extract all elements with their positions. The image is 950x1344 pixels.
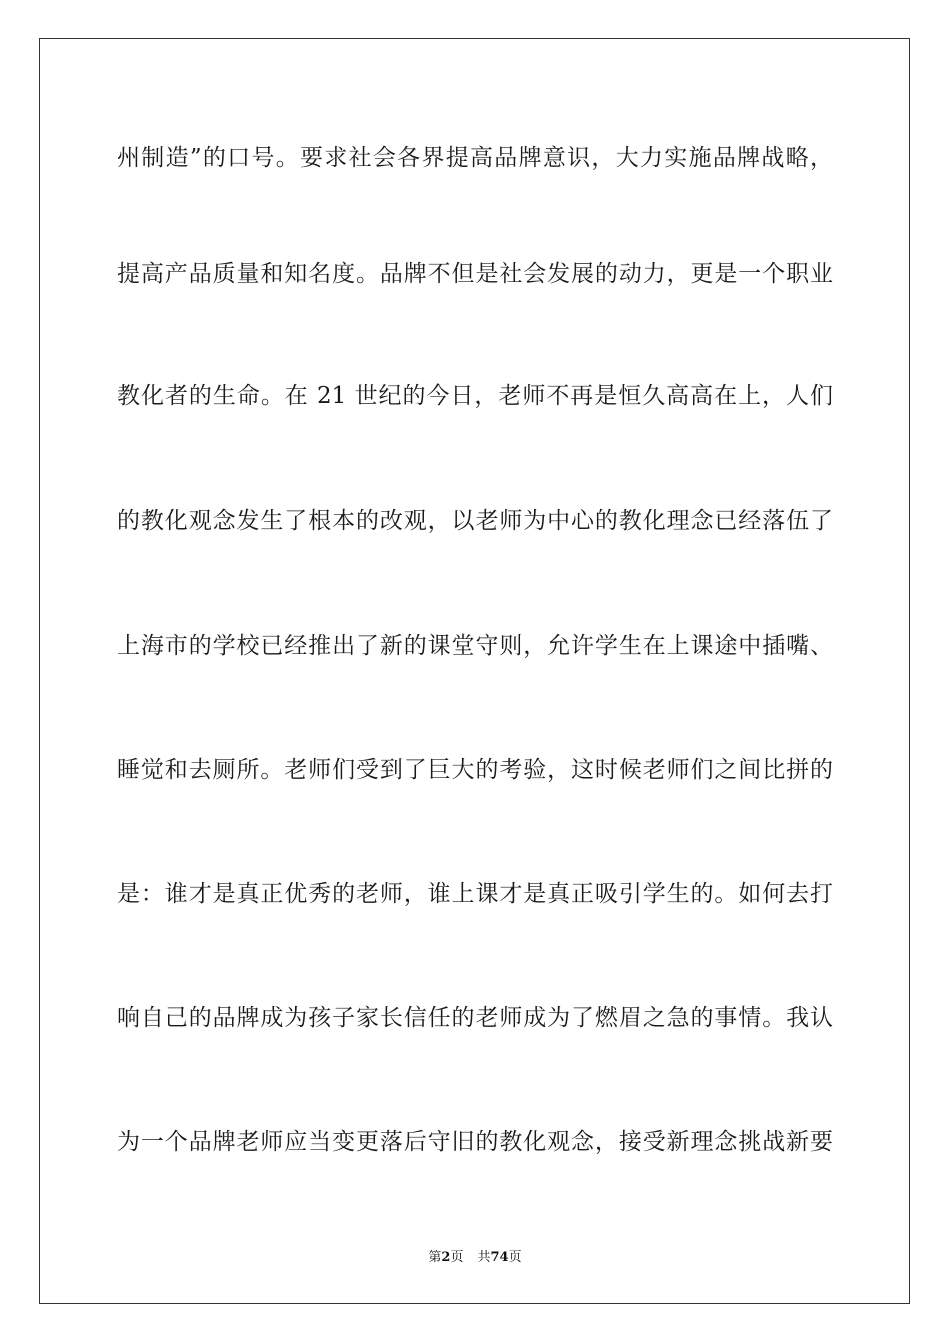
body-line: 提高产品质量和知名度。品牌不但是社会发展的动力，更是一个职业 — [117, 261, 833, 287]
total-prefix: 共 — [477, 1250, 491, 1265]
body-line: 响自己的品牌成为孩子家长信任的老师成为了燃眉之急的事情。我认 — [117, 1005, 833, 1031]
total-suffix: 页 — [508, 1250, 522, 1265]
body-line: 上海市的学校已经推出了新的课堂守则，允许学生在上课途中插嘴、 — [117, 633, 833, 659]
page-border — [39, 38, 910, 1304]
body-line: 是：谁才是真正优秀的老师，谁上课才是真正吸引学生的。如何去打 — [117, 881, 833, 907]
page-suffix: 页 — [450, 1250, 464, 1265]
page-footer — [0, 1250, 950, 1266]
page-number: 2 — [441, 1250, 451, 1265]
body-line: 教化者的生命。在 21 世纪的今日，老师不再是恒久高高在上，人们 — [117, 383, 833, 409]
total-pages: 74 — [490, 1250, 509, 1265]
body-line: 睡觉和去厕所。老师们受到了巨大的考验，这时候老师们之间比拼的 — [117, 757, 833, 783]
body-line: 的教化观念发生了根本的改观，以老师为中心的教化理念已经落伍了 — [117, 508, 833, 534]
body-line: 为一个品牌老师应当变更落后守旧的教化观念，接受新理念挑战新要 — [117, 1129, 833, 1155]
body-line: 州制造”的口号。要求社会各界提高品牌意识，大力实施品牌战略， — [117, 145, 833, 171]
page-prefix: 第 — [428, 1250, 442, 1265]
